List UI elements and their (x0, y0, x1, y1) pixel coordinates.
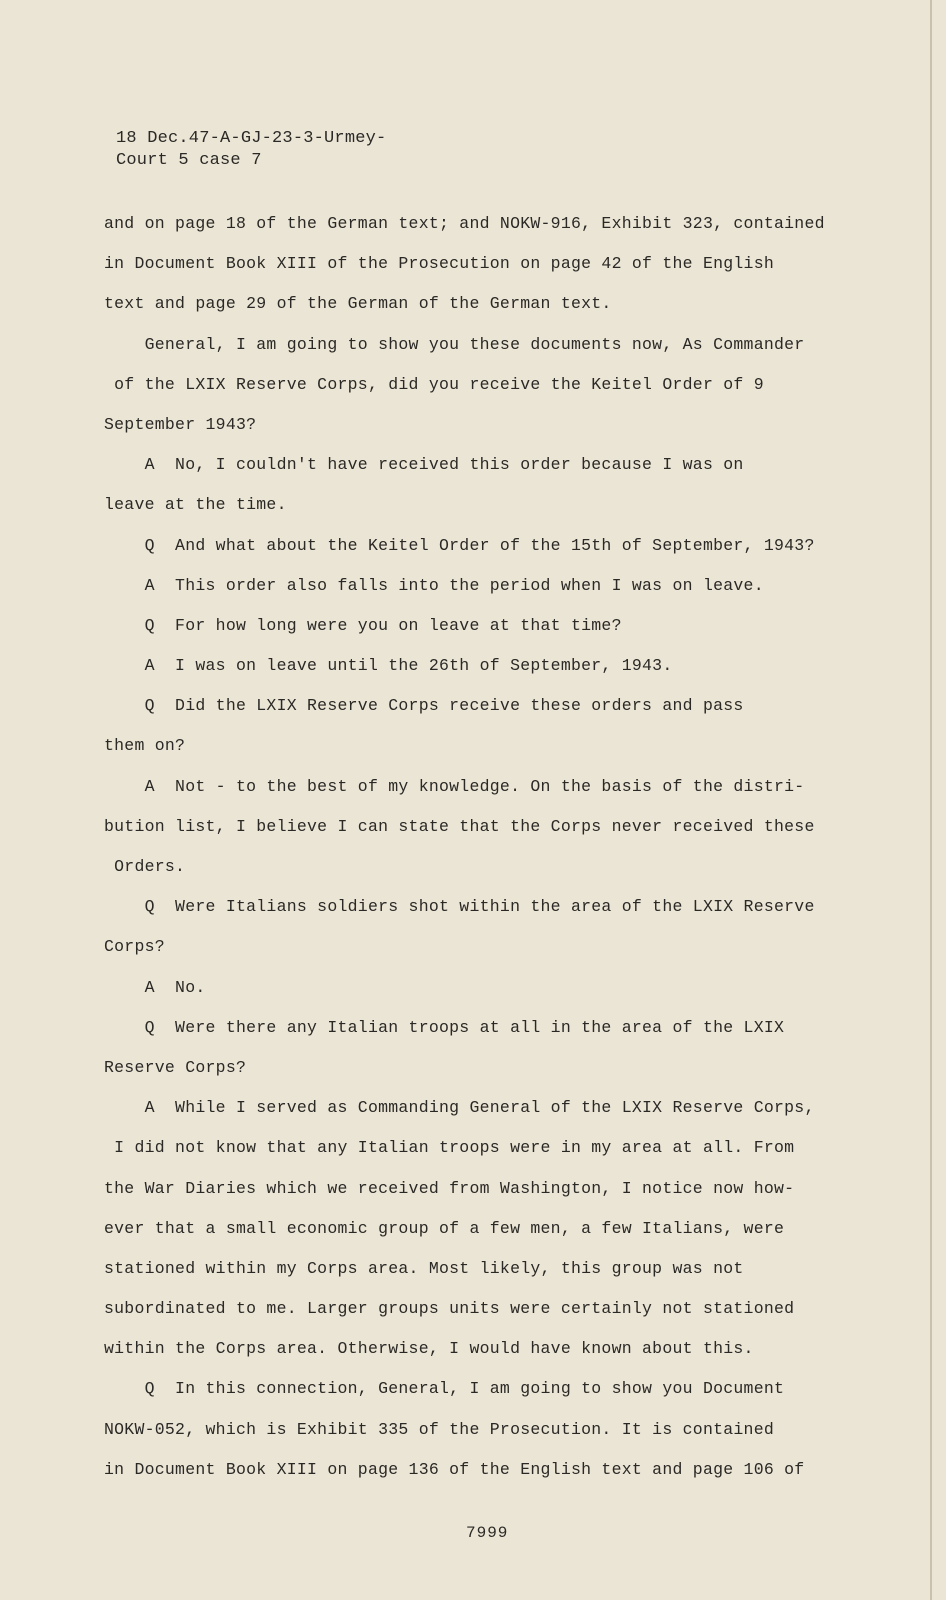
transcript-line: and on page 18 of the German text; and NOKW-916, Exhibit 323, contained (104, 214, 825, 233)
transcript-line: A I was on leave until the 26th of September, 1943. (104, 656, 673, 676)
transcript-line: within the Corps area. Otherwise, I would have known about this. (104, 1339, 754, 1359)
transcript-line: A No, I couldn't have received this order because I was on (104, 455, 744, 475)
transcript-line: Q Did the LXIX Reserve Corps receive these orders and pass (104, 696, 744, 716)
transcript-line: Corps? (104, 937, 165, 957)
transcript-line: in Document Book XIII on page 136 of the English text and page 106 of (104, 1459, 805, 1479)
transcript-line: Orders. (104, 857, 186, 876)
transcript-line: bution list, I believe I can state that the Corps never received these (104, 816, 815, 836)
transcript-line: in Document Book XIII of the Prosecution on page 42 of the English (104, 254, 775, 274)
transcript-line: Q In this connection, General, I am going to show you Document (104, 1379, 785, 1399)
transcript-line: subordinated to me. Larger groups units were certainly not stationed (104, 1299, 795, 1319)
transcript-line: the War Diaries which we received from Washington, I notice now how- (104, 1178, 795, 1198)
transcript-line: Reserve Corps? (104, 1057, 247, 1077)
transcript-line: Q Were there any Italian troops at all in the area of the LXIX (104, 1017, 785, 1037)
page-number: 7999 (466, 1524, 509, 1542)
transcript-line: I did not know that any Italian troops were in my area at all. From (104, 1138, 795, 1158)
page-edge (930, 0, 932, 1600)
document-header (116, 128, 386, 172)
transcript-body (104, 214, 844, 1500)
transcript-line: A While I served as Commanding General of the LXIX Reserve Corps, (104, 1098, 815, 1118)
transcript-line: leave at the time. (104, 495, 287, 515)
transcript-line: Q Were Italians soldiers shot within the area of the LXIX Reserve (104, 897, 815, 917)
transcript-line: them on? (104, 736, 186, 756)
transcript-line: September 1943? (104, 414, 257, 434)
transcript-line: stationed within my Corps area. Most likely, this group was not (104, 1258, 744, 1278)
transcript-line: ever that a small economic group of a few men, a few Italians, were (104, 1218, 785, 1238)
transcript-line: of the LXIX Reserve Corps, did you receive the Keitel Order of 9 (104, 374, 764, 394)
header-line-court: Court 5 case 7 (116, 151, 262, 170)
transcript-line: General, I am going to show you these documents now, As Commander (104, 334, 805, 354)
transcript-line: Q And what about the Keitel Order of the 15th of September, 1943? (104, 535, 815, 555)
transcript-line: text and page 29 of the German of the German text. (104, 294, 612, 314)
transcript-line: A No. (104, 977, 206, 997)
transcript-line: Q For how long were you on leave at that time? (104, 615, 622, 635)
header-line-date: 18 Dec.47-A-GJ-23-3-Urmey- (116, 129, 387, 148)
transcript-line: NOKW-052, which is Exhibit 335 of the Prosecution. It is contained (104, 1419, 775, 1439)
transcript-line: A This order also falls into the period when I was on leave. (104, 575, 764, 595)
transcript-line: A Not - to the best of my knowledge. On the basis of the distri- (104, 776, 805, 796)
